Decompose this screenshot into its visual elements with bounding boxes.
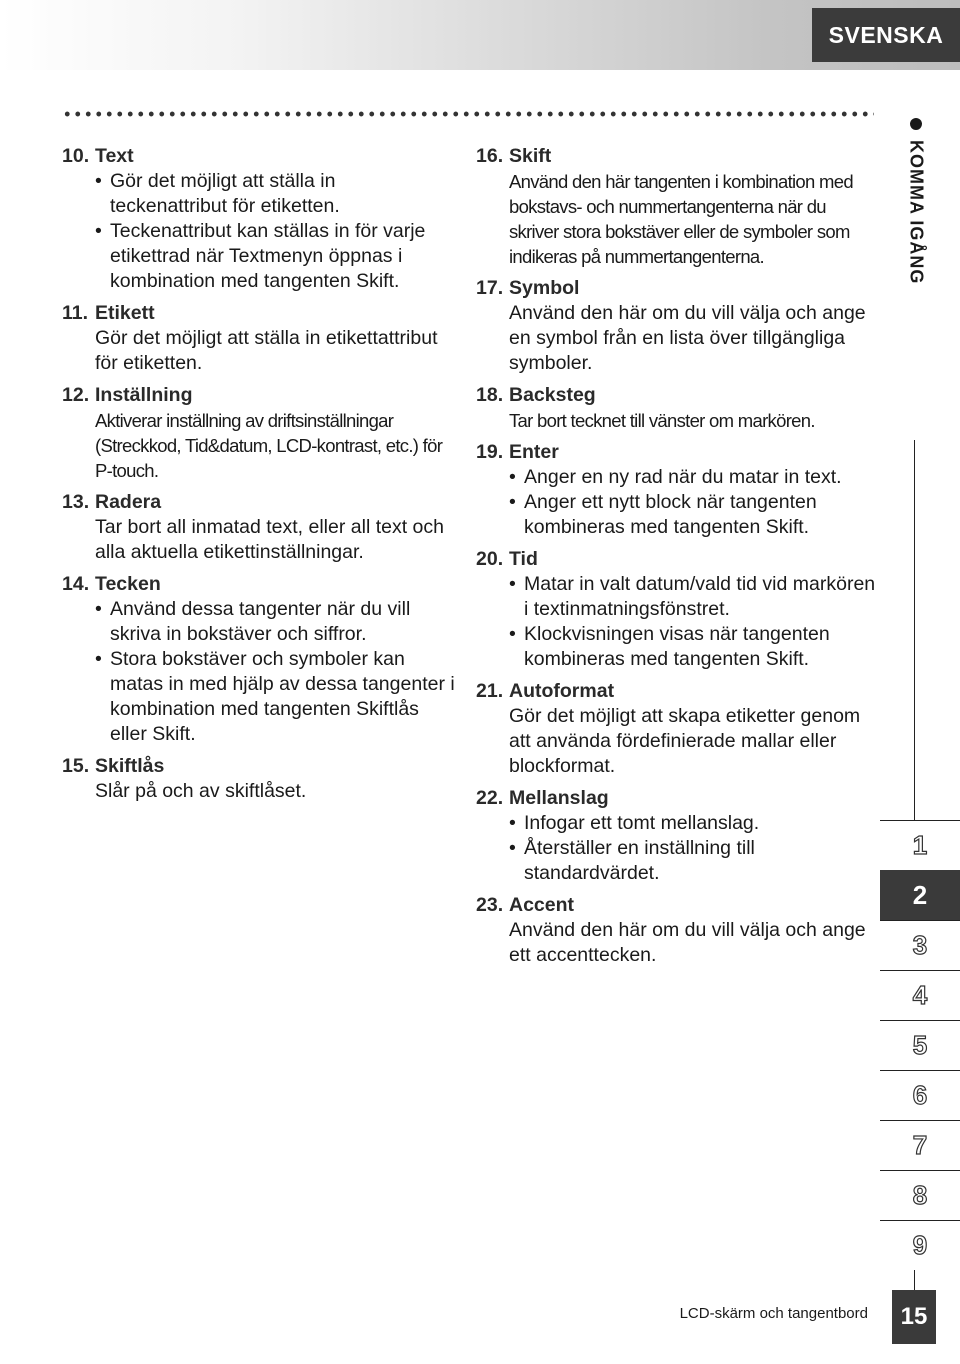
bullet-text: Teckenattribut kan ställas in för varje etikettrad när Textmenyn öppnas i kombination med tangenten Skift.: [110, 220, 426, 292]
vertical-rule-bottom: [914, 1270, 915, 1290]
item-15: [62, 754, 457, 804]
vertical-rule: [914, 440, 915, 820]
item-number: 10.: [62, 145, 90, 167]
section-label-text: KOMMA IGÅNG: [906, 140, 927, 285]
item-12: [62, 383, 457, 483]
item-title: Skiftlås: [95, 755, 165, 777]
chapter-index: [880, 820, 960, 1270]
bullet-text: Stora bokstäver och symboler kan matas in med hjälp av dessa tangenter i kombination med tangenten Skiftlås eller Skift.: [110, 648, 455, 745]
item-description: Slår på och av skiftlåset.: [95, 780, 307, 802]
item-18: [476, 383, 876, 433]
item-number: 20.: [476, 548, 504, 570]
bullet-text: Anger ett nytt block när tangenten kombineras med tangenten Skift.: [524, 491, 817, 538]
bullet-icon: •: [509, 466, 516, 488]
item-description: Gör det möjligt att ställa in etikettattribut för etiketten.: [95, 327, 438, 374]
item-description: Gör det möjligt att skapa etiketter genom att använda fördefinierade mallar eller blockformat.: [509, 705, 861, 777]
page-number: 15: [892, 1290, 936, 1344]
chapter-tab-8[interactable]: 8: [880, 1170, 960, 1220]
item-title: Etikett: [95, 302, 155, 324]
chapter-tab-5[interactable]: 5: [880, 1020, 960, 1070]
item-description: Använd den här tangenten i kombination med bokstavs- och nummertangenterna när du skriver stora bokstäver eller de symboler som indikeras på nummertangenterna.: [509, 171, 853, 267]
item-title: Enter: [509, 441, 559, 463]
header-band: [0, 0, 960, 70]
item-title: Skift: [509, 145, 552, 167]
item-description: Tar bort tecknet till vänster om markören.: [509, 410, 815, 431]
bullet-text: Anger en ny rad när du matar in text.: [524, 466, 842, 488]
item-17: [476, 276, 876, 376]
chapter-tab-2[interactable]: 2: [880, 870, 960, 920]
section-side-label: [901, 118, 931, 298]
item-number: 18.: [476, 384, 504, 406]
language-tab: SVENSKA: [812, 8, 960, 62]
item-number: 19.: [476, 441, 504, 463]
bullet-text: Återställer en inställning till standardvärdet.: [524, 837, 755, 884]
bullet-text: Gör det möjligt att ställa in teckenattribut för etiketten.: [110, 170, 340, 217]
bullet-icon: •: [95, 598, 102, 620]
item-title: Tid: [509, 548, 538, 570]
left-column: [62, 144, 457, 811]
item-number: 16.: [476, 145, 504, 167]
item-number: 17.: [476, 277, 504, 299]
item-title: Tecken: [95, 573, 161, 595]
item-number: 11.: [62, 302, 89, 324]
item-title: Mellanslag: [509, 787, 609, 809]
item-number: 22.: [476, 787, 504, 809]
bullet-icon: •: [95, 170, 102, 192]
bullet-text: Matar in valt datum/vald tid vid markören i textinmatningsfönstret.: [524, 573, 876, 620]
item-number: 14.: [62, 573, 90, 595]
item-title: Symbol: [509, 277, 580, 299]
item-title: Inställning: [95, 384, 193, 406]
item-title: Accent: [509, 894, 575, 916]
bullet-icon: •: [509, 837, 516, 859]
item-19: [476, 440, 876, 540]
item-title: Autoformat: [509, 680, 615, 702]
bullet-icon: •: [509, 573, 516, 595]
chapter-tab-6[interactable]: 6: [880, 1070, 960, 1120]
item-14: [62, 572, 457, 747]
bullet-icon: •: [509, 812, 516, 834]
bullet-text: Infogar ett tomt mellanslag.: [524, 812, 760, 834]
item-number: 23.: [476, 894, 504, 916]
item-number: 21.: [476, 680, 504, 702]
item-number: 12.: [62, 384, 90, 406]
item-title: Radera: [95, 491, 162, 513]
item-title: Text: [95, 145, 134, 167]
bullet-dot-icon: [910, 118, 922, 130]
item-number: 13.: [62, 491, 90, 513]
item-20: [476, 547, 876, 672]
bullet-text: Klockvisningen visas när tangenten kombineras med tangenten Skift.: [524, 623, 830, 670]
item-13: [62, 490, 457, 565]
bullet-icon: •: [95, 220, 102, 242]
item-description: Använd den här om du vill välja och ange en symbol från en lista över tillgängliga symboler.: [509, 302, 866, 374]
bullet-icon: •: [509, 623, 516, 645]
item-title: Backsteg: [509, 384, 596, 406]
item-23: [476, 893, 876, 968]
item-description: Aktiverar inställning av driftsinställningar (Streckkod, Tid&datum, LCD-kontrast, etc.) för P-touch.: [95, 410, 443, 481]
item-10: [62, 144, 457, 294]
chapter-tab-4[interactable]: 4: [880, 970, 960, 1020]
item-22: [476, 786, 876, 886]
bullet-text: Använd dessa tangenter när du vill skriva in bokstäver och siffror.: [110, 598, 411, 645]
chapter-tab-1[interactable]: 1: [880, 820, 960, 870]
item-description: Använd den här om du vill välja och ange ett accenttecken.: [509, 919, 866, 966]
chapter-tab-9[interactable]: 9: [880, 1220, 960, 1270]
right-column: [476, 144, 876, 975]
chapter-tab-3[interactable]: 3: [880, 920, 960, 970]
item-description: Tar bort all inmatad text, eller all text och alla aktuella etikettinställningar.: [95, 516, 444, 563]
footer-section-title: LCD-skärm och tangentbord: [679, 1305, 868, 1322]
item-11: [62, 301, 457, 376]
item-16: [476, 144, 876, 269]
dotted-divider: [62, 108, 874, 120]
chapter-tab-7[interactable]: 7: [880, 1120, 960, 1170]
item-number: 15.: [62, 755, 90, 777]
item-21: [476, 679, 876, 779]
bullet-icon: •: [95, 648, 102, 670]
bullet-icon: •: [509, 491, 516, 513]
